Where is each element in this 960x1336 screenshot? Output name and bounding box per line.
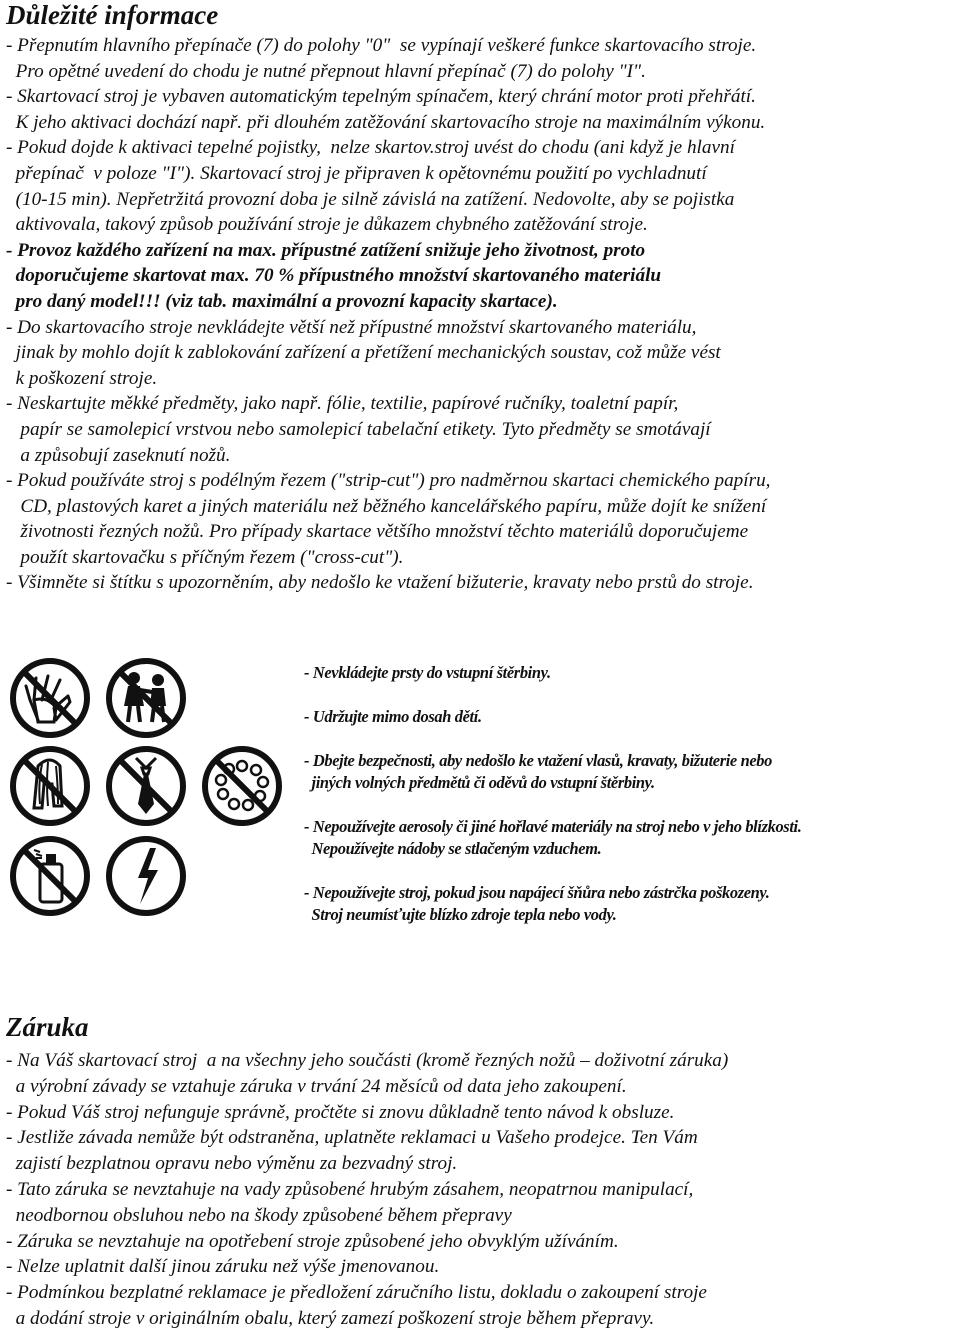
info-line: k poškození stroje. [6, 367, 158, 389]
electric-hazard-icon [104, 834, 188, 918]
warranty-line: - Tato záruka se nevztahuje na vady způsobené hrubým zásahem, neopatrnou manipulací, [6, 1178, 694, 1200]
info-line-bold: - Provoz každého zařízení na max. přípustné zatížení snižuje jeho životnost, proto [6, 239, 646, 261]
no-aerosol-icon [8, 834, 92, 918]
info-line: papír se samolepicí vrstvou nebo samolepicí tabelační etikety. Tyto předměty se smotávají [6, 418, 711, 440]
warranty-line: - Pokud Váš stroj nefunguje správně, pročtěte si znovu důkladně tento návod k obsluze. [6, 1101, 675, 1123]
warning-icons-grid [0, 648, 300, 948]
info-line: Pro opětné uvedení do chodu je nutné přepnout hlavní přepínač (7) do polohy "I". [6, 60, 646, 82]
info-line: - Pokud používáte stroj s podélným řezem ("strip-cut") pro nadměrnou skartaci chemického papíru, [6, 470, 771, 492]
warranty-line: a výrobní závady se vztahuje záruka v trvání 24 měsíců od data jeho zakoupení. [6, 1075, 627, 1097]
warranty-line: neodbornou obsluhou nebo na škody způsobené během přepravy [6, 1204, 512, 1226]
warranty-line: zajistí bezplatnou opravu nebo výměnu za bezvadný stroj. [6, 1153, 458, 1175]
warranty-body [6, 1048, 956, 1332]
warranty-line: - Podmínkou bezplatné reklamace je předložení záručního listu, dokladu o zakoupení stroje [6, 1282, 707, 1304]
important-info-title: Důležité informace [6, 0, 219, 30]
no-fingers-icon [8, 656, 92, 740]
info-line: (10-15 min). Nepřetržitá provozní doba je silně závislá na zatížení. Nedovolte, aby se pojistka [6, 188, 735, 210]
no-jewelry-icon [200, 744, 284, 828]
warranty-line: - Záruka se nevztahuje na opotřebení stroje způsobené jeho obvyklým užíváním. [6, 1230, 619, 1252]
info-line: K jeho aktivaci dochází např. při dlouhém zatěžování skartovacího stroje na maximálním výkonu. [6, 111, 766, 133]
info-line: a způsobují zaseknutí nožů. [6, 444, 231, 466]
info-line-bold: pro daný model!!! (viz tab. maximální a provozní kapacity skartace). [6, 290, 558, 312]
warning-texts [304, 662, 960, 926]
info-line: přepínač v poloze "I"). Skartovací stroj je připraven k opětovnému použití po vychladnutí [6, 162, 707, 184]
info-line: jinak by mohlo dojít k zablokování zařízení a přetížení mechanických soustav, což může vést [6, 342, 721, 364]
info-line: použít skartovačku s příčným řezem ("cross-cut"). [6, 546, 404, 568]
info-line: - Přepnutím hlavního přepínače (7) do polohy "0" se vypínají veškeré funkce skartovacího stroje. [6, 35, 757, 56]
warranty-line: - Na Váš skartovací stroj a na všechny jeho součásti (kromě řezných nožů – doživotní záruka) [6, 1050, 729, 1071]
info-line: - Skartovací stroj je vybaven automatickým tepelným spínačem, který chrání motor proti přehřátí. [6, 86, 756, 108]
info-line: aktivovala, takový způsob používání stroje je důkazem chybného zatěžování stroje. [6, 214, 648, 236]
info-line: - Pokud dojde k aktivaci tepelné pojistky, nelze skartov.stroj uvést do chodu (ani když je hlavní [6, 137, 735, 159]
info-line-bold: doporučujeme skartovat max. 70 % přípustného množství skartovaného materiálu [6, 265, 662, 287]
info-line: - Do skartovacího stroje nevkládejte větší než přípustné množství skartovaného materiálu, [6, 316, 697, 338]
warning-children: - Udržujte mimo dosah dětí. [304, 707, 482, 726]
warranty-line: - Nelze uplatnit další jinou záruku než výše jmenovanou. [6, 1256, 440, 1278]
no-children-icon [104, 656, 188, 740]
no-tie-icon [104, 744, 188, 828]
warning-power-cord: - Nepoužívejte stroj, pokud jsou napájecí šňůra nebo zástrčka poškozeny. [304, 883, 770, 902]
warning-power-cord-cont: Stroj neumísťujte blízko zdroje tepla nebo vody. [304, 905, 617, 924]
info-line: - Neskartujte měkké předměty, jako např. fólie, textilie, papírové ručníky, toaletní papír, [6, 393, 679, 415]
warning-hair-tie: - Dbejte bezpečnosti, aby nedošlo ke vtažení vlasů, kravaty, bižuterie nebo [304, 751, 772, 770]
warning-hair-tie-cont: jiných volných předmětů či oděvů do vstupní štěrbiny. [304, 773, 655, 792]
warranty-line: a dodání stroje v originálním obalu, který zamezí poškození stroje během přepravy. [6, 1307, 655, 1329]
warranty-line: - Jestliže závada nemůže být odstraněna, uplatněte reklamaci u Vašeho prodejce. Ten Vám [6, 1127, 698, 1149]
warning-fingers: - Nevkládejte prsty do vstupní štěrbiny. [304, 663, 551, 682]
info-line: životnosti řezných nožů. Pro případy skartace většího množství těchto materiálů doporučujeme [6, 521, 749, 543]
no-hair-icon [8, 744, 92, 828]
info-line: - Všimněte si štítku s upozorněním, aby nedošlo ke vtažení bižuterie, kravaty nebo prstů do stroje. [6, 572, 754, 594]
info-line: CD, plastových karet a jiných materiálu než běžného kancelářského papíru, může dojít ke snížení [6, 495, 767, 517]
important-info-body [6, 33, 956, 596]
warning-aerosol-cont: Nepoužívejte nádoby se stlačeným vzduchem. [304, 839, 602, 858]
warranty-title: Záruka [6, 1012, 89, 1042]
warning-aerosol: - Nepoužívejte aerosoly či jiné hořlavé materiály na stroj nebo v jeho blízkosti. [304, 817, 802, 836]
